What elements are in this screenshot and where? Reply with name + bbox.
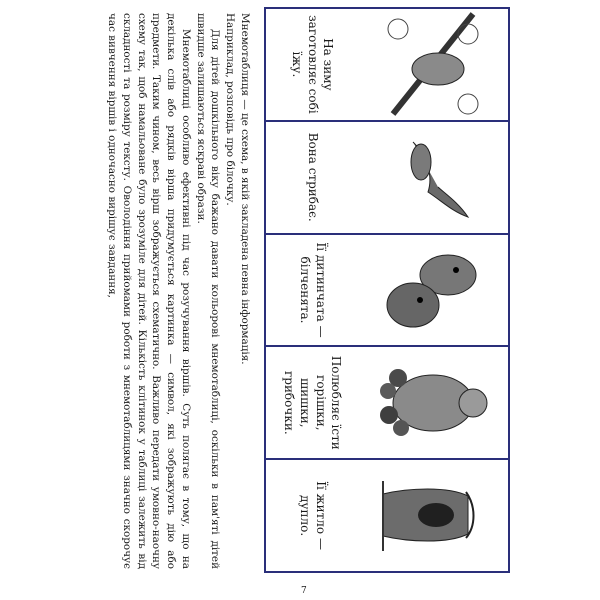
hollow-illustration: [358, 460, 508, 571]
baby-squirrels-illustration: [358, 235, 508, 346]
rotated-content: [106, 7, 510, 573]
caption-home: Її житло — дупло.: [298, 481, 328, 550]
mnemo-cell-babies: [266, 235, 508, 348]
squirrel-with-nuts-illustration: [358, 347, 508, 458]
mnemo-cell-home: [266, 460, 508, 571]
paragraph-example: Наприклад, розповідь про білочку.: [224, 13, 237, 206]
page-number: 7: [301, 586, 307, 596]
paragraph-children: Для дітей дошкільного віку бажано давати кольорові мнемотаблиці, оскільки в пам'яті дітей швидше залишаються яскраві образи.: [194, 13, 222, 569]
caption-food: Полюбляє їсти горішки, шишки, грибочки.: [282, 355, 344, 450]
mnemo-cell-jumps: [266, 122, 508, 235]
squirrel-on-branch-illustration: [358, 9, 508, 120]
caption-babies: Її дитинчата — білченята.: [298, 242, 328, 338]
mnemo-cell-food: [266, 347, 508, 460]
mnemotable: [264, 7, 510, 573]
paragraph-definition: Мнемотаблиця — це схема, в якій закладена певна інформація.: [239, 13, 251, 365]
body-text: [104, 13, 252, 569]
mnemo-cell-winter: [266, 9, 508, 122]
caption-winter: На зиму заготовляє собі їжу.: [290, 15, 336, 114]
paragraph-usage: Мнемотаблиці особливо ефективні під час розучування віршів. Суть полягає в тому, що на декілька слів або рядків вірша придумується картинка — символ, які зображують дію або предмети. Таким чином, весь вірш зображується схематично. Важливо передати умовно-наочну схему так, щоб намальоване було зрозуміле для дітей. Кількість клітинок у таблиці залежить від складності та розміру тексту. Оволодіння прийомами роботи з мнемотаблицями значно скорочує час вивчення віршів і одночасно вирішує завдання,: [106, 13, 192, 569]
caption-jumps: Вона стрибає.: [305, 132, 320, 222]
jumping-squirrel-illustration: [358, 122, 508, 233]
